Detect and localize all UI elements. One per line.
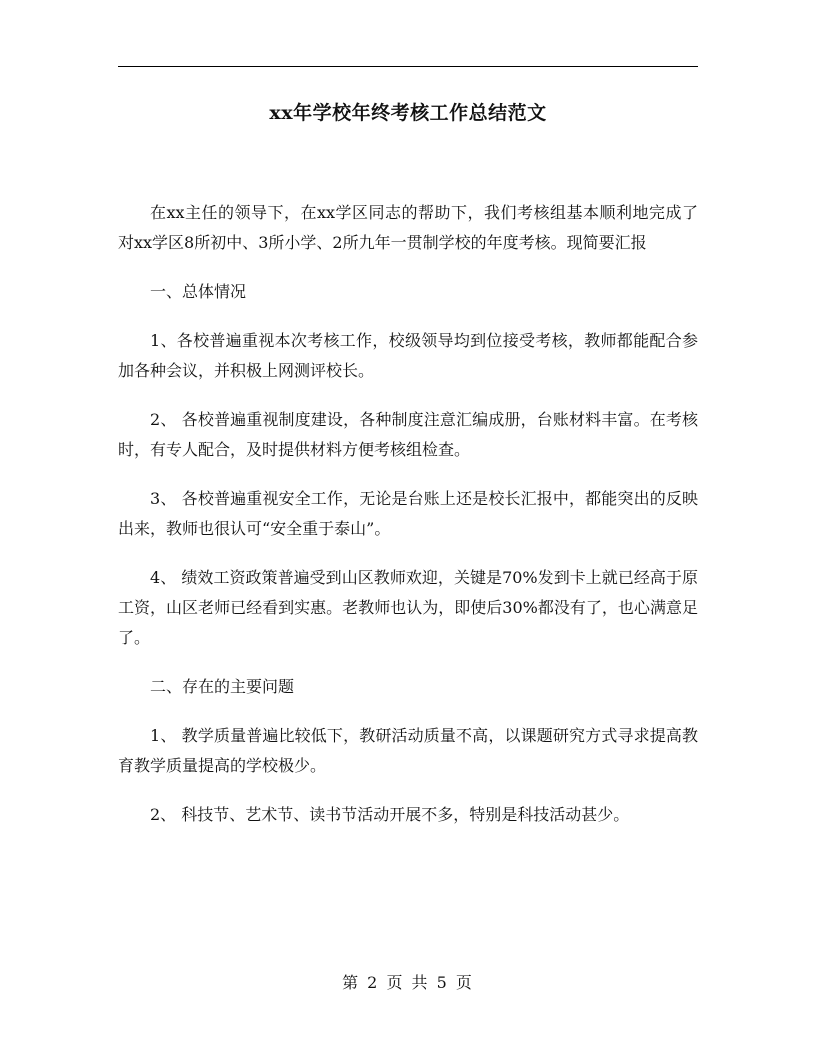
- overview-item-4: 4、 绩效工资政策普遍受到山区教师欢迎，关键是70%发到卡上就已经高于原工资，山区老师已经看到实惠。老教师也认为，即使后30%都没有了，也心满意足了。: [118, 568, 698, 647]
- page-number-footer: 第 2 页 共 5 页: [342, 973, 474, 992]
- section-heading-overview: 一、总体情况: [150, 282, 247, 301]
- overview-item-2: 2、 各校普遍重视制度建设，各种制度注意汇编成册，台账材料丰富。在考核时，有专人配合，及时提供材料方便考核组检查。: [118, 410, 698, 459]
- problem-item-1: 1、 教学质量普遍比较低下，教研活动质量不高，以课题研究方式寻求提高教育教学质量提高的学校极少。: [118, 726, 698, 775]
- document-body: [118, 198, 698, 849]
- intro-paragraph: 在xx主任的领导下，在xx学区同志的帮助下，我们考核组基本顺利地完成了对xx学区8所初中、3所小学、2所九年一贯制学校的年度考核。现简要汇报: [118, 203, 698, 252]
- overview-item-3: 3、 各校普遍重视安全工作，无论是台账上还是校长汇报中，都能突出的反映出来，教师也很认可“安全重于泰山”。: [118, 489, 698, 538]
- document-title: xx年学校年终考核工作总结范文: [269, 102, 547, 124]
- overview-item-1: 1、各校普遍重视本次考核工作，校级领导均到位接受考核，教师都能配合参加各种会议，并积极上网测评校长。: [118, 331, 698, 380]
- header-rule: [118, 66, 698, 67]
- section-heading-problems: 二、存在的主要问题: [150, 677, 295, 696]
- problem-item-2: 2、 科技节、艺术节、读书节活动开展不多，特别是科技活动甚少。: [150, 805, 630, 824]
